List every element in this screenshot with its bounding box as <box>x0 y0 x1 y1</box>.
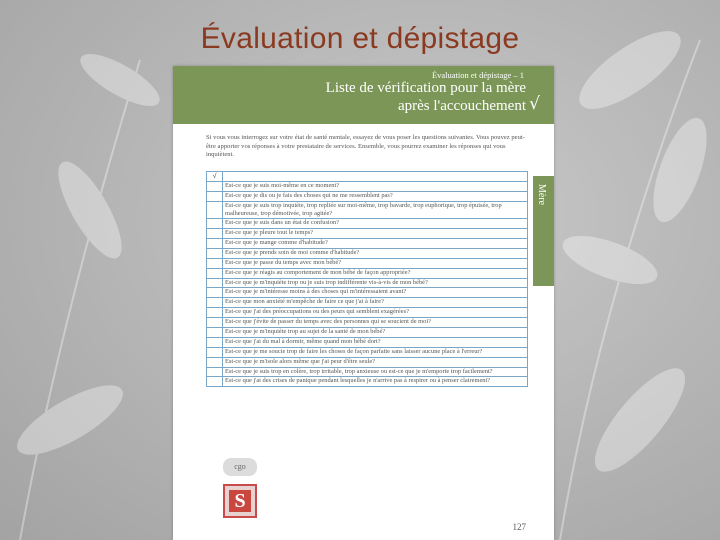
checklist-row <box>207 238 527 248</box>
checklist-header-row <box>207 172 527 181</box>
logo-letter: S <box>229 490 251 512</box>
question-text: Est-ce que je passe du temps avec mon bébé? <box>225 258 342 266</box>
checkbox[interactable] <box>207 288 223 297</box>
header-section-label: Évaluation et dépistage – 1 <box>431 70 524 80</box>
checkbox[interactable] <box>207 298 223 307</box>
question-text: Est-ce que j'ai du mal à dormir, même quand mon bébé dort? <box>225 337 381 345</box>
checkbox[interactable] <box>207 182 223 191</box>
header-title-line1: Liste de vérification pour la mère <box>325 80 526 96</box>
checklist-row <box>207 201 527 218</box>
checkbox[interactable] <box>207 368 223 377</box>
page-header <box>173 66 554 124</box>
question-text: Est-ce que je me soucie trop de faire les choses de façon parfaite sans laisser aucune place à l'erreur? <box>225 347 483 355</box>
question-text: Est-ce que je réagis au comportement de mon bébé de façon appropriée? <box>225 268 411 276</box>
checklist-row <box>207 287 527 297</box>
checkbox[interactable] <box>207 318 223 327</box>
question-text: Est-ce que je mange comme d'habitude? <box>225 238 328 246</box>
question-text: Est-ce que je suis trop en colère, trop irritable, trop anxieuse ou est-ce que je m'emporte trop facilement? <box>225 367 493 375</box>
checkbox[interactable] <box>207 358 223 367</box>
question-text: Est-ce que je m'intéresse moins à des choses qui m'intéressaient avant? <box>225 288 407 296</box>
checkmark-icon: √ <box>529 94 540 114</box>
checklist-row <box>207 317 527 327</box>
checkbox[interactable] <box>207 229 223 238</box>
checklist-row <box>207 347 527 357</box>
checklist-row <box>207 191 527 201</box>
checkbox[interactable] <box>207 192 223 201</box>
checkbox[interactable] <box>207 239 223 248</box>
checklist-table <box>206 171 528 387</box>
question-text: Est-ce que mon anxiété m'empêche de faire ce que j'ai à faire? <box>225 298 384 306</box>
question-text: Est-ce que je suis moi-même en ce moment? <box>225 182 340 189</box>
checkbox[interactable] <box>207 338 223 347</box>
question-text: Est-ce que je pleure tout le temps? <box>225 229 314 237</box>
checklist-row <box>207 218 527 228</box>
document-page <box>173 66 554 540</box>
publisher-logo <box>223 458 257 522</box>
checklist-row <box>207 297 527 307</box>
logo-s-icon <box>223 484 257 518</box>
checkbox[interactable] <box>207 377 223 386</box>
checklist-row <box>207 307 527 317</box>
checklist-row <box>207 248 527 258</box>
question-text: Est-ce que je prends soin de moi comme d'habitude? <box>225 248 360 256</box>
intro-paragraph: Si vous vous interrogez sur votre état de santé mentale, essayez de vous poser les questions suivantes. Vous pouvez peut-être apporter vos réponses à votre prestataire de services. Ensemble, vous pourrez examiner les réponses qui vous inquiètent. <box>206 134 525 159</box>
checklist-row <box>207 258 527 268</box>
checkbox[interactable] <box>207 219 223 228</box>
checklist-row <box>207 181 527 191</box>
question-text: Est-ce que j'ai des préoccupations ou des peurs qui semblent exagérées? <box>225 308 409 316</box>
question-text: Est-ce que je m'inquiète trop ou je suis trop indifférente vis-à-vis de mon bébé? <box>225 278 428 286</box>
checklist-row <box>207 268 527 278</box>
header-title-line2: après l'accouchement <box>397 98 526 114</box>
checkbox[interactable] <box>207 249 223 258</box>
checkbox[interactable] <box>207 348 223 357</box>
question-text: Est-ce que je suis trop inquiète, trop repliée sur moi-même, trop bavarde, trop euphorique, trop épuisée, trop malheureuse, trop démotivée, trop agitée? <box>225 201 502 217</box>
checklist-row <box>207 337 527 347</box>
question-text: Est-ce que j'évite de passer du temps avec des personnes qui se soucient de moi? <box>225 318 431 326</box>
checkbox[interactable] <box>207 202 223 218</box>
checklist-row <box>207 327 527 337</box>
question-text: Est-ce que je m'inquiète trop au sujet de la santé de mon bébé? <box>225 327 386 335</box>
question-text: Est-ce que je m'isole alors même que j'ai peur d'être seule? <box>225 357 376 365</box>
check-column-header: √ <box>207 172 223 181</box>
checkbox[interactable] <box>207 259 223 268</box>
logo-badge-icon: cgo <box>223 458 257 476</box>
slide-title: Évaluation et dépistage <box>200 22 520 55</box>
checklist-row <box>207 367 527 377</box>
checklist-row <box>207 376 527 386</box>
checkbox[interactable] <box>207 308 223 317</box>
page-number: 127 <box>512 522 526 532</box>
checklist-row <box>207 278 527 288</box>
question-text: Est-ce que je dis ou je fais des choses qui ne me ressemblent pas? <box>225 191 393 199</box>
checklist-row <box>207 357 527 367</box>
question-text: Est-ce que je suis dans un état de confusion? <box>225 219 339 227</box>
checkbox[interactable] <box>207 279 223 288</box>
question-column-header <box>223 172 527 181</box>
checkbox[interactable] <box>207 328 223 337</box>
question-text: Est-ce que j'ai des crises de panique pendant lesquelles je n'arrive pas à respirer ou à penser clairement? <box>225 377 491 385</box>
checklist-row <box>207 228 527 238</box>
side-tab <box>533 176 554 286</box>
checkbox[interactable] <box>207 269 223 278</box>
side-tab-label: Mère <box>536 184 547 206</box>
